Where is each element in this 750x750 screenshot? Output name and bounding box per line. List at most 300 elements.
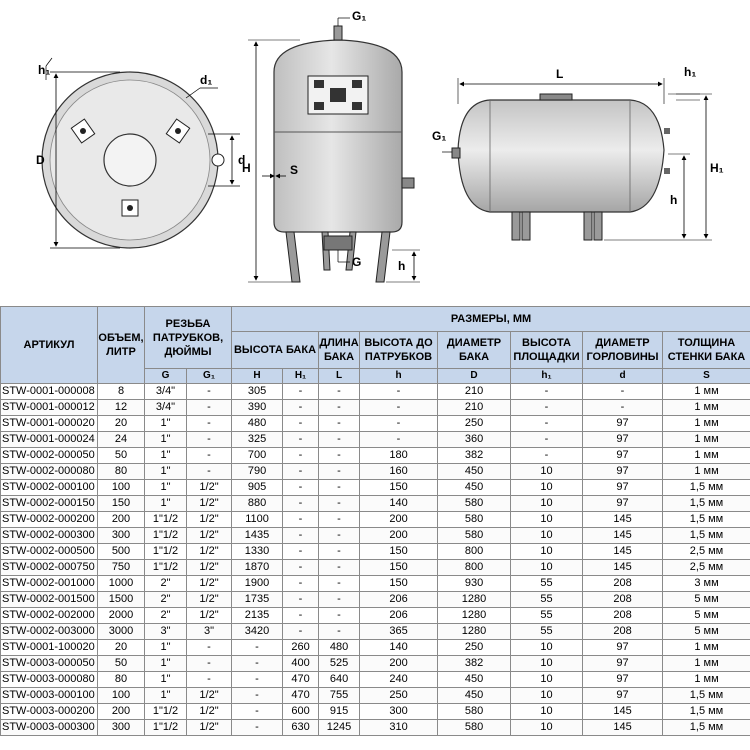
table-cell: - xyxy=(283,608,319,624)
table-cell: 97 xyxy=(583,640,663,656)
article-cell: STW-0002-001000 xyxy=(1,576,98,592)
article-cell: STW-0002-000750 xyxy=(1,560,98,576)
table-cell: 250 xyxy=(438,640,511,656)
table-cell: 1/2" xyxy=(187,576,232,592)
symbol-h1: h₁ xyxy=(511,369,583,384)
table-cell: 10 xyxy=(511,672,583,688)
table-cell: - xyxy=(360,416,438,432)
table-cell: 640 xyxy=(319,672,360,688)
table-cell: - xyxy=(319,448,360,464)
table-row xyxy=(1,672,750,688)
table-row xyxy=(1,704,750,720)
table-cell: 915 xyxy=(319,704,360,720)
table-cell: 145 xyxy=(583,512,663,528)
table-cell: - xyxy=(583,384,663,400)
h1-right-label: h₁ xyxy=(684,65,697,79)
table-cell: 755 xyxy=(319,688,360,704)
symbol-G: G xyxy=(145,369,187,384)
table-cell: 300 xyxy=(360,704,438,720)
table-cell: 1,5 мм xyxy=(663,496,750,512)
table-cell: 450 xyxy=(438,672,511,688)
table-cell: 1 мм xyxy=(663,672,750,688)
table-row xyxy=(1,400,750,416)
table-cell: - xyxy=(511,416,583,432)
article-cell: STW-0001-000008 xyxy=(1,384,98,400)
table-cell: - xyxy=(232,720,283,736)
table-cell: 1280 xyxy=(438,592,511,608)
table-cell: - xyxy=(283,496,319,512)
table-cell: - xyxy=(283,528,319,544)
table-row xyxy=(1,560,750,576)
table-cell: 1" xyxy=(145,480,187,496)
article-cell: STW-0003-000080 xyxy=(1,672,98,688)
table-cell: 1 мм xyxy=(663,400,750,416)
table-cell: 5 мм xyxy=(663,608,750,624)
article-cell: STW-0003-000300 xyxy=(1,720,98,736)
table-cell: 1/2" xyxy=(187,544,232,560)
table-cell: 208 xyxy=(583,592,663,608)
table-cell: 1"1/2 xyxy=(145,720,187,736)
table-cell: 1,5 мм xyxy=(663,688,750,704)
h-right-label: h xyxy=(670,193,678,207)
table-cell: - xyxy=(283,592,319,608)
table-cell: 525 xyxy=(319,656,360,672)
table-cell: - xyxy=(187,640,232,656)
table-cell: 145 xyxy=(583,704,663,720)
table-cell: 3420 xyxy=(232,624,283,640)
table-cell: 3 мм xyxy=(663,576,750,592)
symbol-h: h xyxy=(360,369,438,384)
table-cell: 700 xyxy=(232,448,283,464)
table-cell: 1" xyxy=(145,464,187,480)
article-cell: STW-0001-100020 xyxy=(1,640,98,656)
table-cell: 1280 xyxy=(438,624,511,640)
table-cell: 200 xyxy=(360,512,438,528)
table-cell: - xyxy=(283,400,319,416)
table-cell: - xyxy=(319,400,360,416)
table-cell: 20 xyxy=(98,416,145,432)
S-label: S xyxy=(290,163,299,177)
table-cell: 150 xyxy=(360,576,438,592)
symbol-D: D xyxy=(438,369,511,384)
table-cell: 97 xyxy=(583,688,663,704)
table-cell: 10 xyxy=(511,544,583,560)
table-cell: - xyxy=(360,384,438,400)
table-cell: - xyxy=(360,400,438,416)
H-label: H xyxy=(242,161,251,175)
header-height-to-pipe: ВЫСОТА ДО ПАТРУБКОВ xyxy=(360,332,438,369)
table-row xyxy=(1,608,750,624)
table-cell: 1 мм xyxy=(663,416,750,432)
table-cell: - xyxy=(187,656,232,672)
article-cell: STW-0002-000080 xyxy=(1,464,98,480)
table-row xyxy=(1,592,750,608)
table-cell: 55 xyxy=(511,592,583,608)
header-article: АРТИКУЛ xyxy=(1,307,98,384)
table-cell: - xyxy=(232,640,283,656)
table-cell: 905 xyxy=(232,480,283,496)
table-cell: 1/2" xyxy=(187,528,232,544)
table-cell: 140 xyxy=(360,640,438,656)
table-cell: 580 xyxy=(438,512,511,528)
table-cell: - xyxy=(283,576,319,592)
table-cell: 300 xyxy=(98,720,145,736)
table-cell: 97 xyxy=(583,480,663,496)
table-cell: 150 xyxy=(98,496,145,512)
article-cell: STW-0002-002000 xyxy=(1,608,98,624)
table-cell: 580 xyxy=(438,496,511,512)
table-cell: - xyxy=(319,480,360,496)
table-cell: 1,5 мм xyxy=(663,704,750,720)
table-cell: 470 xyxy=(283,688,319,704)
table-cell: 10 xyxy=(511,656,583,672)
table-cell: - xyxy=(232,656,283,672)
table-cell: - xyxy=(583,400,663,416)
table-cell: - xyxy=(232,672,283,688)
table-cell: 400 xyxy=(283,656,319,672)
table-cell: 160 xyxy=(360,464,438,480)
table-cell: 390 xyxy=(232,400,283,416)
table-cell: 450 xyxy=(438,688,511,704)
table-cell: 1245 xyxy=(319,720,360,736)
table-cell: 1900 xyxy=(232,576,283,592)
table-row xyxy=(1,624,750,640)
front-view xyxy=(242,9,420,282)
header-dimensions: РАЗМЕРЫ, ММ xyxy=(232,307,750,332)
table-cell: - xyxy=(319,496,360,512)
tank-drawings-svg xyxy=(0,0,750,300)
table-cell: 145 xyxy=(583,720,663,736)
table-cell: 10 xyxy=(511,640,583,656)
table-cell: 2135 xyxy=(232,608,283,624)
table-cell: 200 xyxy=(360,656,438,672)
table-cell: - xyxy=(283,432,319,448)
table-cell: 97 xyxy=(583,656,663,672)
d-label: d xyxy=(238,153,246,167)
table-cell: - xyxy=(511,432,583,448)
table-cell: - xyxy=(187,400,232,416)
table-cell: 1280 xyxy=(438,608,511,624)
symbol-H: H xyxy=(232,369,283,384)
table-cell: - xyxy=(187,464,232,480)
table-cell: 1 мм xyxy=(663,464,750,480)
header-tank-diameter: ДИАМЕТР БАКА xyxy=(438,332,511,369)
table-cell: 250 xyxy=(360,688,438,704)
table-cell: 200 xyxy=(98,704,145,720)
table-cell: 150 xyxy=(360,544,438,560)
article-cell: STW-0002-001500 xyxy=(1,592,98,608)
table-cell: 180 xyxy=(360,448,438,464)
table-row xyxy=(1,512,750,528)
article-cell: STW-0002-000200 xyxy=(1,512,98,528)
article-cell: STW-0002-003000 xyxy=(1,624,98,640)
article-cell: STW-0003-000050 xyxy=(1,656,98,672)
symbol-S: S xyxy=(663,369,750,384)
table-cell: - xyxy=(187,448,232,464)
table-cell: 310 xyxy=(360,720,438,736)
symbol-d: d xyxy=(583,369,663,384)
table-cell: 1/2" xyxy=(187,704,232,720)
table-cell: 100 xyxy=(98,688,145,704)
table-cell: - xyxy=(283,416,319,432)
table-cell: 24 xyxy=(98,432,145,448)
article-cell: STW-0001-000012 xyxy=(1,400,98,416)
table-cell: 300 xyxy=(98,528,145,544)
table-cell: 880 xyxy=(232,496,283,512)
table-cell: 1/2" xyxy=(187,480,232,496)
table-cell: 450 xyxy=(438,464,511,480)
table-cell: 1,5 мм xyxy=(663,720,750,736)
table-cell: 450 xyxy=(438,480,511,496)
article-cell: STW-0002-000300 xyxy=(1,528,98,544)
table-cell: 55 xyxy=(511,608,583,624)
horizontal-tank-body xyxy=(458,100,664,212)
table-cell: - xyxy=(319,544,360,560)
table-row xyxy=(1,416,750,432)
table-cell: 480 xyxy=(319,640,360,656)
H1-label: H₁ xyxy=(710,161,724,175)
table-cell: 1"1/2 xyxy=(145,528,187,544)
table-cell: 12 xyxy=(98,400,145,416)
table-cell: 3/4" xyxy=(145,400,187,416)
table-cell: 206 xyxy=(360,608,438,624)
table-cell: 97 xyxy=(583,416,663,432)
table-cell: - xyxy=(232,704,283,720)
table-row xyxy=(1,544,750,560)
article-cell: STW-0003-000200 xyxy=(1,704,98,720)
table-cell: 480 xyxy=(232,416,283,432)
table-row xyxy=(1,640,750,656)
table-cell: 1"1/2 xyxy=(145,512,187,528)
table-row xyxy=(1,448,750,464)
article-cell: STW-0001-000020 xyxy=(1,416,98,432)
table-cell: 208 xyxy=(583,608,663,624)
table-cell: 10 xyxy=(511,480,583,496)
top-view-neck xyxy=(104,134,156,186)
header-tank-length: ДЛИНА БАКА xyxy=(319,332,360,369)
table-cell: 200 xyxy=(360,528,438,544)
table-cell: 100 xyxy=(98,480,145,496)
article-cell: STW-0002-000500 xyxy=(1,544,98,560)
table-body xyxy=(1,384,750,736)
table-cell: 1100 xyxy=(232,512,283,528)
table-cell: 10 xyxy=(511,720,583,736)
table-cell: 2,5 мм xyxy=(663,544,750,560)
table-cell: 1,5 мм xyxy=(663,528,750,544)
table-cell: 97 xyxy=(583,464,663,480)
table-cell: - xyxy=(319,624,360,640)
table-cell: 1" xyxy=(145,688,187,704)
table-cell: 10 xyxy=(511,512,583,528)
table-cell: 145 xyxy=(583,560,663,576)
table-cell: 10 xyxy=(511,704,583,720)
symbol-H1: H₁ xyxy=(283,369,319,384)
table-row xyxy=(1,480,750,496)
symbol-L: L xyxy=(319,369,360,384)
table-cell: 210 xyxy=(438,400,511,416)
G1-top-label: G₁ xyxy=(352,9,367,23)
D-label: D xyxy=(36,153,45,167)
article-cell: STW-0002-000050 xyxy=(1,448,98,464)
table-cell: 1" xyxy=(145,448,187,464)
table-cell: - xyxy=(511,448,583,464)
table-cell: 1,5 мм xyxy=(663,512,750,528)
table-cell: 1"1/2 xyxy=(145,560,187,576)
L-label: L xyxy=(556,67,564,81)
specification-table xyxy=(0,306,750,736)
table-cell: 97 xyxy=(583,672,663,688)
table-cell: - xyxy=(283,560,319,576)
table-cell: - xyxy=(319,592,360,608)
table-cell: 1/2" xyxy=(187,720,232,736)
table-cell: 1,5 мм xyxy=(663,480,750,496)
table-cell: 8 xyxy=(98,384,145,400)
table-cell: 470 xyxy=(283,672,319,688)
table-cell: - xyxy=(319,432,360,448)
table-cell: 1 мм xyxy=(663,384,750,400)
header-wall-thickness: ТОЛЩИНА СТЕНКИ БАКА xyxy=(663,332,750,369)
table-cell: - xyxy=(187,384,232,400)
table-cell: 55 xyxy=(511,576,583,592)
table-cell: 1/2" xyxy=(187,512,232,528)
table-cell: 200 xyxy=(98,512,145,528)
table-cell: 750 xyxy=(98,560,145,576)
table-cell: 930 xyxy=(438,576,511,592)
table-cell: 210 xyxy=(438,384,511,400)
table-row xyxy=(1,432,750,448)
table-cell: 206 xyxy=(360,592,438,608)
table-cell: 1735 xyxy=(232,592,283,608)
table-cell: 3/4" xyxy=(145,384,187,400)
table-cell: - xyxy=(511,400,583,416)
d1-label: d₁ xyxy=(200,73,213,87)
table-cell: - xyxy=(511,384,583,400)
table-cell: 2,5 мм xyxy=(663,560,750,576)
table-cell: 208 xyxy=(583,576,663,592)
G1-side-label: G₁ xyxy=(432,129,447,143)
table-row xyxy=(1,688,750,704)
table-cell: 325 xyxy=(232,432,283,448)
table-cell: - xyxy=(283,480,319,496)
table-cell: 500 xyxy=(98,544,145,560)
table-cell: 3000 xyxy=(98,624,145,640)
article-cell: STW-0002-000100 xyxy=(1,480,98,496)
h1-left-label: h₁ xyxy=(38,63,51,77)
table-cell: 1" xyxy=(145,432,187,448)
table-cell: - xyxy=(360,432,438,448)
table-cell: 1"1/2 xyxy=(145,704,187,720)
table-cell: - xyxy=(283,544,319,560)
table-cell: 365 xyxy=(360,624,438,640)
table-cell: 10 xyxy=(511,688,583,704)
table-cell: 10 xyxy=(511,496,583,512)
table-cell: 1/2" xyxy=(187,496,232,512)
table-cell: - xyxy=(187,672,232,688)
table-cell: 800 xyxy=(438,544,511,560)
table-cell: 1" xyxy=(145,656,187,672)
table-cell: 1435 xyxy=(232,528,283,544)
table-row xyxy=(1,384,750,400)
table-cell: 1"1/2 xyxy=(145,544,187,560)
table-cell: - xyxy=(319,416,360,432)
table-cell: 580 xyxy=(438,704,511,720)
table-cell: - xyxy=(187,432,232,448)
table-cell: 10 xyxy=(511,560,583,576)
table-cell: 800 xyxy=(438,560,511,576)
table-cell: 1/2" xyxy=(187,608,232,624)
table-cell: 790 xyxy=(232,464,283,480)
table-cell: 145 xyxy=(583,544,663,560)
table-cell: - xyxy=(283,464,319,480)
table-cell: 150 xyxy=(360,480,438,496)
table-cell: 1330 xyxy=(232,544,283,560)
table-cell: 20 xyxy=(98,640,145,656)
table-row xyxy=(1,496,750,512)
table-cell: 50 xyxy=(98,448,145,464)
table-cell: 140 xyxy=(360,496,438,512)
table-cell: - xyxy=(319,528,360,544)
table-cell: 3" xyxy=(145,624,187,640)
article-cell: STW-0001-000024 xyxy=(1,432,98,448)
table-cell: 1 мм xyxy=(663,640,750,656)
table-cell: - xyxy=(232,688,283,704)
table-cell: 50 xyxy=(98,656,145,672)
table-cell: 10 xyxy=(511,464,583,480)
table-cell: 1870 xyxy=(232,560,283,576)
table-cell: 382 xyxy=(438,448,511,464)
symbol-G1: G₁ xyxy=(187,369,232,384)
table-cell: 1" xyxy=(145,416,187,432)
table-cell: 240 xyxy=(360,672,438,688)
table-cell: 55 xyxy=(511,624,583,640)
header-platform-height: ВЫСОТА ПЛОЩАДКИ xyxy=(511,332,583,369)
table-cell: 80 xyxy=(98,464,145,480)
table-cell: - xyxy=(319,608,360,624)
table-cell: 10 xyxy=(511,528,583,544)
table-cell: - xyxy=(187,416,232,432)
table-cell: 2" xyxy=(145,608,187,624)
table-cell: 3" xyxy=(187,624,232,640)
table-cell: 630 xyxy=(283,720,319,736)
table-cell: 1 мм xyxy=(663,656,750,672)
header-neck-diameter: ДИАМЕТР ГОРЛОВИНЫ xyxy=(583,332,663,369)
table-cell: 580 xyxy=(438,720,511,736)
table-cell: 97 xyxy=(583,432,663,448)
table-cell: 145 xyxy=(583,528,663,544)
table-cell: - xyxy=(283,448,319,464)
table-cell: 1/2" xyxy=(187,592,232,608)
header-tank-height: ВЫСОТА БАКА xyxy=(232,332,319,369)
table-cell: 260 xyxy=(283,640,319,656)
table-cell: 97 xyxy=(583,448,663,464)
h-front-label: h xyxy=(398,259,406,273)
table-cell: - xyxy=(319,464,360,480)
article-cell: STW-0003-000100 xyxy=(1,688,98,704)
table-cell: 80 xyxy=(98,672,145,688)
table-cell: - xyxy=(319,512,360,528)
table-cell: 2" xyxy=(145,576,187,592)
table-cell: 1/2" xyxy=(187,560,232,576)
table-cell: 580 xyxy=(438,528,511,544)
table-cell: - xyxy=(283,624,319,640)
table-cell: - xyxy=(283,512,319,528)
table-row xyxy=(1,576,750,592)
table-cell: - xyxy=(319,576,360,592)
technical-drawing xyxy=(0,0,750,300)
header-thread: РЕЗЬБА ПАТРУБКОВ, ДЮЙМЫ xyxy=(145,307,232,369)
article-cell: STW-0002-000150 xyxy=(1,496,98,512)
table-cell: - xyxy=(283,384,319,400)
